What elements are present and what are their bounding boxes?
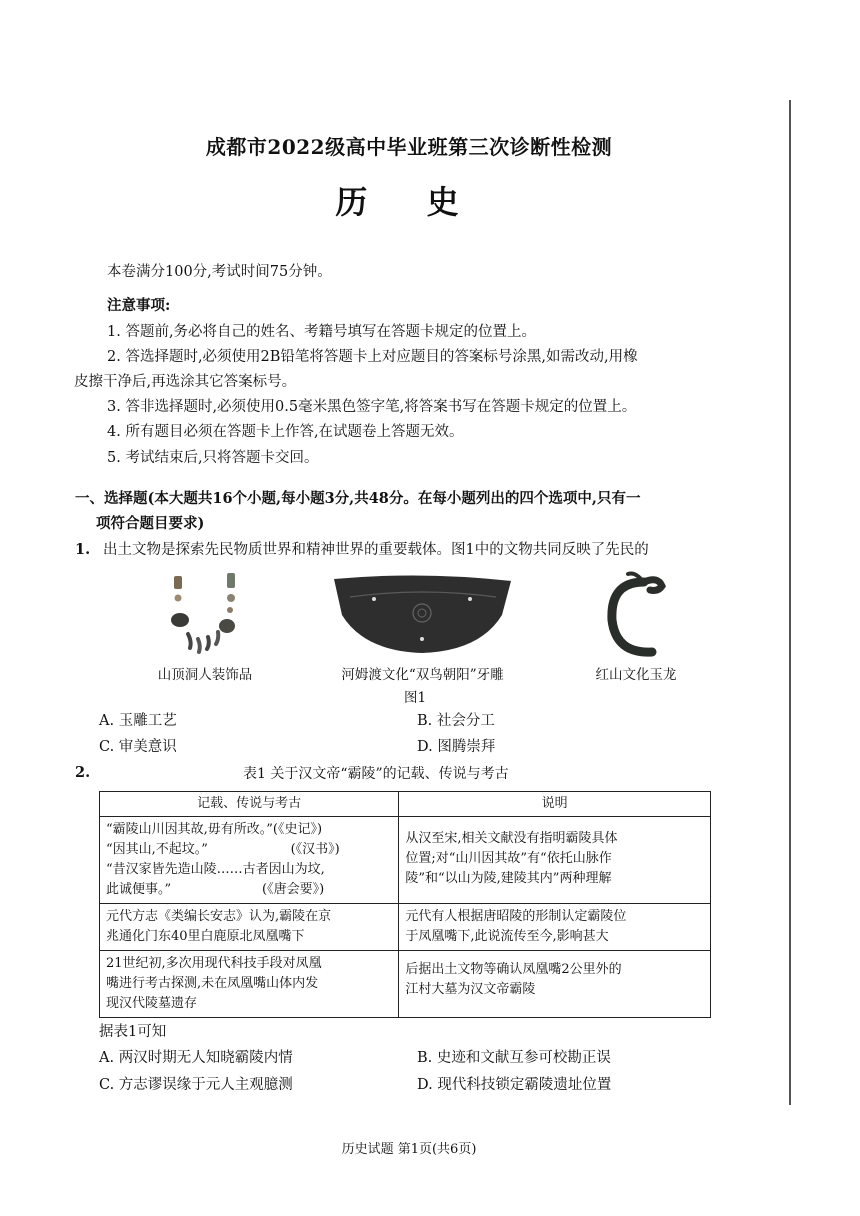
section-heading-cont: 项符合题目要求) <box>96 515 205 532</box>
q1-option-d: D. 图腾崇拜 <box>417 739 496 755</box>
cell-line: “昔汉家皆先造山陵……古者因山为坟, <box>106 862 325 877</box>
cell-line: 元代有人根据唐昭陵的形制认定霸陵位 <box>405 909 627 924</box>
subject-title: 历 史 <box>335 183 483 221</box>
table-row <box>100 817 711 904</box>
cell-line: 从汉至宋,相关文献没有指明霸陵具体 <box>405 831 618 846</box>
note-4: 4. 所有题目必须在答题卡上作答,在试题卷上答题无效。 <box>107 424 464 440</box>
cell-line: 元代方志《类编长安志》认为,霸陵在京 <box>106 909 332 924</box>
section-heading: 一、选择题(本大题共16个小题,每小题3分,共48分。在每小题列出的四个选项中,只有一 <box>75 490 641 507</box>
cell-line: 于凤凰嘴下,此说流传至今,影响甚大 <box>405 929 609 944</box>
note-2-cont: 皮擦干净后,再选涂其它答案标号。 <box>74 374 297 390</box>
cell-line: “霸陵山川因其故,毋有所改。”(《史记》) <box>106 822 323 837</box>
q2-option-c: C. 方志谬误缘于元人主观臆测 <box>99 1077 293 1093</box>
cell-line: 兆通化门东40里白鹿原北凤凰嘴下 <box>106 929 305 944</box>
necklace-icon <box>160 568 250 660</box>
caption-3: 红山文化玉龙 <box>595 667 677 683</box>
q2-option-d: D. 现代科技锁定霸陵遗址位置 <box>417 1077 612 1093</box>
cell-line: 陵”和“以山为陵,建陵其内”两种理解 <box>405 871 612 886</box>
cell-line: 位置;对“山川因其故”有“依托山脉作 <box>405 851 612 866</box>
note-2: 2. 答选择题时,必须使用2B铅笔将答题卡上对应题目的答案标号涂黑,如需改动,用橡 <box>107 349 638 365</box>
note-1: 1. 答题前,务必将自己的姓名、考籍号填写在答题卡规定的位置上。 <box>107 324 537 340</box>
figure-label: 图1 <box>403 690 427 706</box>
q2-option-b: B. 史迹和文献互参可校勘正误 <box>417 1050 611 1066</box>
margin-rule <box>789 100 791 1105</box>
cell-line: 江村大墓为汉文帝霸陵 <box>405 982 536 997</box>
exam-title: 成都市2022级高中毕业班第三次诊断性检测 <box>205 135 613 159</box>
cell-line: “因其山,不起坟。” (《汉书》) <box>106 842 340 857</box>
page-footer: 历史试题 第1页(共6页) <box>341 1142 477 1157</box>
q1-option-a: A. 玉雕工艺 <box>99 713 177 729</box>
score-time: 本卷满分100分,考试时间75分钟。 <box>107 264 332 280</box>
cell-line: 后据出土文物等确认凤凰嘴2公里外的 <box>405 962 622 977</box>
table-header: 记载、传说与考古 <box>100 792 399 817</box>
cell-line: 现汉代陵墓遗存 <box>106 996 198 1011</box>
q2-prompt: 据表1可知 <box>99 1024 167 1040</box>
note-3: 3. 答非选择题时,必须使用0.5毫米黑色签字笔,将答案书写在答题卡规定的位置上。 <box>107 399 637 415</box>
jade-dragon-icon <box>600 568 672 660</box>
q1-option-c: C. 审美意识 <box>99 739 177 755</box>
table-title: 表1 关于汉文帝“霸陵”的记载、传说与考古 <box>243 766 509 782</box>
table-header: 说明 <box>399 792 711 817</box>
q1-option-b: B. 社会分工 <box>417 713 495 729</box>
table-row <box>100 904 711 951</box>
table-row <box>100 951 711 1018</box>
note-5: 5. 考试结束后,只将答题卡交回。 <box>107 450 319 466</box>
cell-line: 21世纪初,多次用现代科技手段对凤凰 <box>106 956 322 971</box>
q2-option-a: A. 两汉时期无人知晓霸陵内情 <box>99 1050 293 1066</box>
ivory-carving-icon <box>330 573 515 655</box>
table-1 <box>99 791 711 1018</box>
q1-stem: 出土文物是探索先民物质世界和精神世界的重要载体。图1中的文物共同反映了先民的 <box>103 542 649 558</box>
q2-number: 2. <box>75 764 91 781</box>
cell-line: 此诚便事。” (《唐会要》) <box>106 882 325 897</box>
caption-2: 河姆渡文化“双鸟朝阳”牙雕 <box>341 667 504 683</box>
cell-line: 嘴进行考古探测,未在凤凰嘴山体内发 <box>106 976 319 991</box>
notes-title: 注意事项: <box>107 297 171 314</box>
q1-number: 1. <box>75 541 91 558</box>
caption-1: 山顶洞人装饰品 <box>157 667 253 683</box>
